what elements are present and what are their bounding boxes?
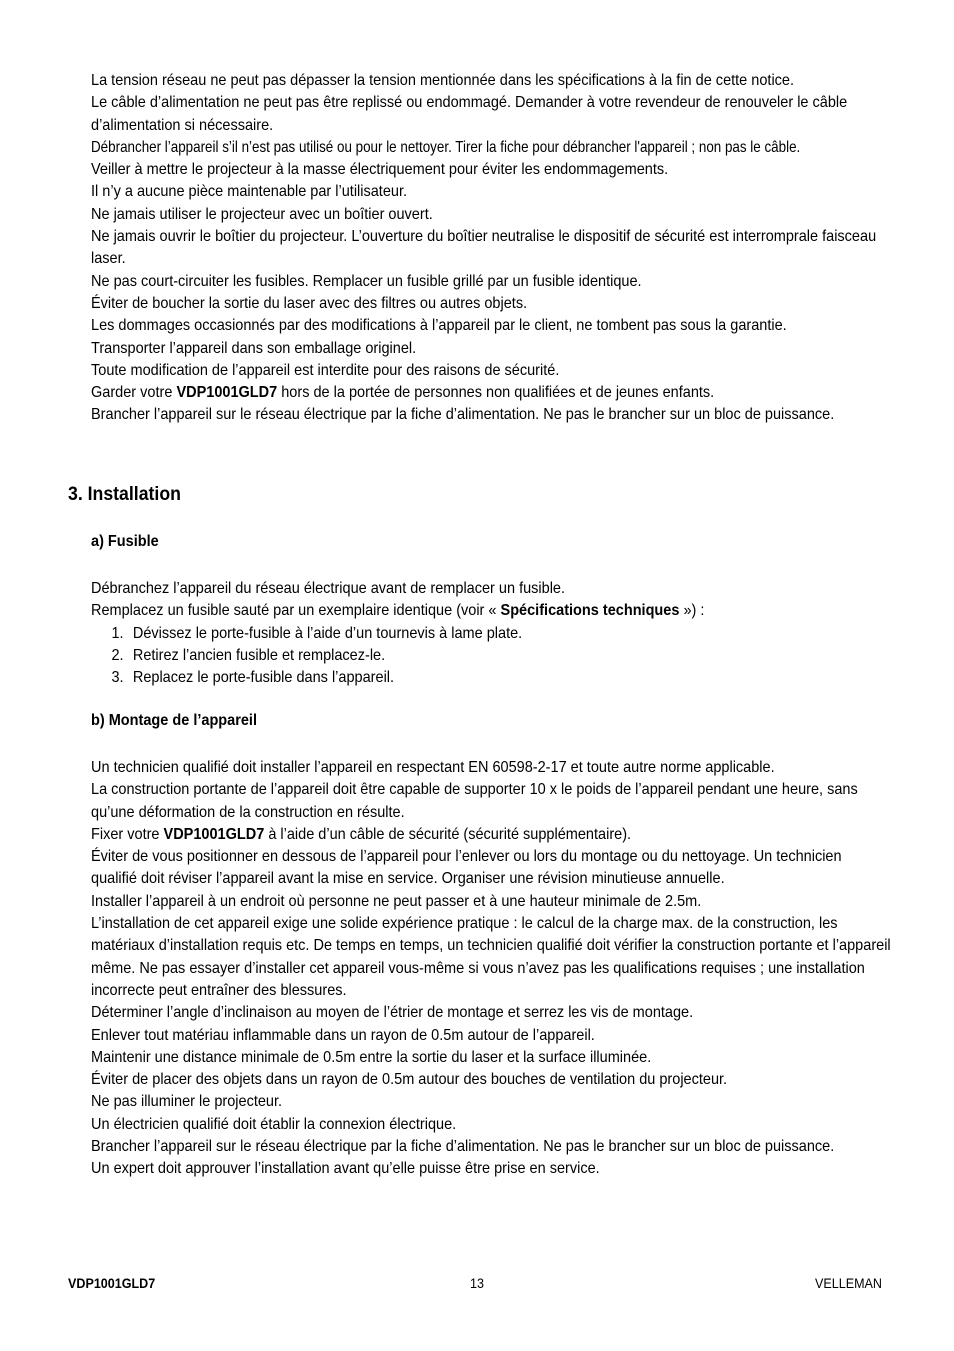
paragraph: Éviter de vous positionner en dessous de l’appareil pour l’enlever ou lors du montage ou du nettoyage. Un technicien qualifié doit réviser l’appareil avant la mise en service. Organiser une révision minutieuse annuelle. bbox=[91, 848, 842, 888]
paragraph: Ne jamais utiliser le projecteur avec un boîtier ouvert. bbox=[91, 205, 433, 223]
paragraph: Débranchez l’appareil du réseau électrique avant de remplacer un fusible. bbox=[91, 580, 566, 597]
list-item bbox=[91, 645, 891, 667]
fuse-steps-list bbox=[91, 623, 891, 690]
paragraph: Brancher l’appareil sur le réseau électrique par la fiche d’alimentation. Ne pas le brancher sur un bloc de puissance. bbox=[91, 406, 835, 424]
text: à l’aide d’un câble de sécurité (sécurité supplémentaire). bbox=[264, 825, 632, 843]
text: Remplacez un fusible sauté par un exemplaire identique (voir « bbox=[91, 602, 501, 620]
paragraph: Un électricien qualifié doit établir la connexion électrique. bbox=[91, 1115, 457, 1133]
paragraph: Ne pas court-circuiter les fusibles. Remplacer un fusible grillé par un fusible identique. bbox=[91, 272, 642, 290]
list-text: Dévissez le porte-fusible à l’aide d’un tournevis à lame plate. bbox=[132, 624, 523, 642]
model-name: VDP1001GLD7 bbox=[176, 384, 278, 402]
spec-reference: Spécifications techniques bbox=[500, 602, 680, 620]
paragraph: Un expert doit approuver l’installation avant qu’elle puisse être prise en service. bbox=[91, 1160, 600, 1178]
paragraph: Brancher l’appareil sur le réseau électrique par la fiche d’alimentation. Ne pas le brancher sur un bloc de puissance. bbox=[91, 1138, 835, 1156]
paragraph: Toute modification de l’appareil est interdite pour des raisons de sécurité. bbox=[91, 361, 560, 379]
list-text: Replacez le porte-fusible dans l’appareil. bbox=[132, 669, 395, 687]
paragraph: Éviter de placer des objets dans un rayon de 0.5m autour des bouches de ventilation du projecteur. bbox=[91, 1071, 728, 1089]
paragraph: Débrancher l’appareil s’il n’est pas utilisé ou pour le nettoyer. Tirer la fiche pour débrancher l'appareil ; non pas le câble. bbox=[91, 138, 801, 156]
text: Fixer votre bbox=[91, 825, 164, 843]
safety-instructions bbox=[91, 70, 891, 427]
footer-model: VDP1001GLD7 bbox=[68, 1276, 156, 1291]
list-number: 3. bbox=[111, 669, 124, 687]
text: hors de la portée de personnes non qualifiées et de jeunes enfants. bbox=[277, 384, 715, 402]
footer-page-number: 13 bbox=[470, 1276, 484, 1291]
paragraph: La tension réseau ne peut pas dépasser la tension mentionnée dans les spécifications à la fin de cette notice. bbox=[91, 72, 795, 89]
paragraph: Le câble d’alimentation ne peut pas être replissé ou endommagé. Demander à votre revendeur de renouveler le câble d’alimentation si nécessaire. bbox=[91, 94, 848, 134]
text: ») : bbox=[679, 602, 705, 620]
list-text: Retirez l’ancien fusible et remplacez-le. bbox=[132, 646, 386, 664]
paragraph bbox=[91, 600, 891, 622]
paragraph: Transporter l’appareil dans son emballage originel. bbox=[91, 339, 417, 357]
list-number: 1. bbox=[111, 624, 124, 642]
subsection-title-mounting: b) Montage de l’appareil bbox=[91, 712, 257, 729]
paragraph: Installer l’appareil à un endroit où personne ne peut passer et à une hauteur minimale de 2.5m. bbox=[91, 892, 702, 910]
paragraph: Enlever tout matériau inflammable dans un rayon de 0.5m autour de l’appareil. bbox=[91, 1026, 595, 1044]
text: Garder votre bbox=[91, 384, 177, 402]
paragraph: Veiller à mettre le projecteur à la masse électriquement pour éviter les endommagements. bbox=[91, 161, 669, 179]
list-number: 2. bbox=[111, 646, 124, 664]
paragraph: Déterminer l’angle d’inclinaison au moyen de l’étrier de montage et serrez les vis de montage. bbox=[91, 1004, 694, 1022]
paragraph: Un technicien qualifié doit installer l’appareil en respectant EN 60598-2-17 et toute autre norme applicable. bbox=[91, 759, 775, 776]
paragraph: Éviter de boucher la sortie du laser avec des filtres ou autres objets. bbox=[91, 294, 528, 312]
paragraph: Les dommages occasionnés par des modifications à l’appareil par le client, ne tombent pas sous la garantie. bbox=[91, 317, 787, 335]
fuse-section bbox=[91, 578, 891, 689]
mounting-section bbox=[91, 757, 891, 1181]
paragraph: Ne jamais ouvrir le boîtier du projecteur. L’ouverture du boîtier neutralise le dispositif de sécurité est interromprale faisceau laser. bbox=[91, 228, 877, 268]
paragraph: L’installation de cet appareil exige une solide expérience pratique : le calcul de la charge max. de la construction, les matériaux d’installation requis etc. De temps en temps, un technicien qualifié doit vérifier la construction portante et l’appareil même. Ne pas essayer d’installer cet appareil vous-même si vous n’avez pas les qualifications requises ; une installation incorrecte peut entraîner des blessures. bbox=[91, 915, 891, 999]
paragraph: Maintenir une distance minimale de 0.5m entre la sortie du laser et la surface illuminée. bbox=[91, 1048, 652, 1066]
footer-brand: VELLEMAN bbox=[815, 1276, 882, 1291]
paragraph: La construction portante de l’appareil doit être capable de supporter 10 x le poids de l’appareil pendant une heure, sans qu’une déformation de la construction en résulte. bbox=[91, 781, 858, 821]
model-name: VDP1001GLD7 bbox=[163, 825, 265, 843]
paragraph: Ne pas illuminer le projecteur. bbox=[91, 1093, 283, 1111]
paragraph bbox=[91, 824, 891, 846]
list-item bbox=[91, 667, 891, 689]
subsection-title-fuse: a) Fusible bbox=[91, 533, 159, 550]
section-title: 3. Installation bbox=[68, 484, 181, 505]
paragraph bbox=[91, 382, 891, 404]
list-item bbox=[91, 623, 891, 645]
paragraph: Il n’y a aucune pièce maintenable par l’utilisateur. bbox=[91, 183, 408, 201]
